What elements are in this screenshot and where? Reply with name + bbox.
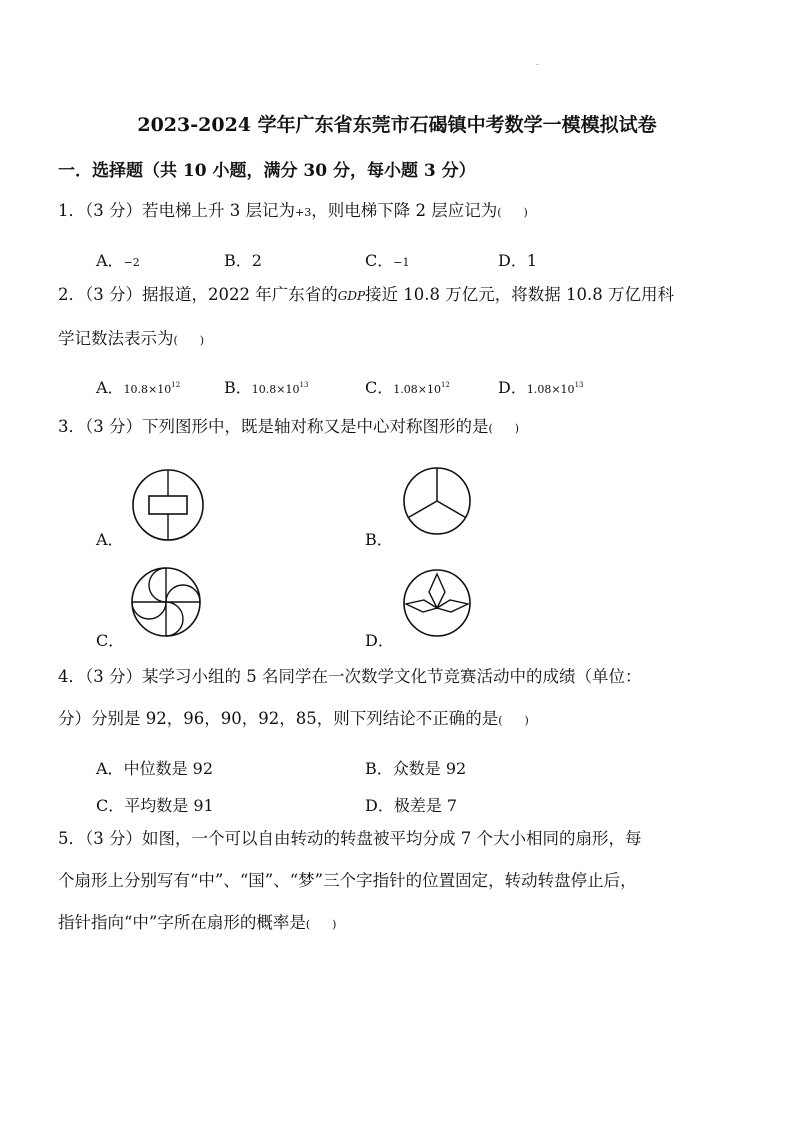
option-c[interactable] bbox=[96, 793, 214, 816]
question-3 bbox=[58, 419, 519, 436]
option-a[interactable] bbox=[96, 756, 213, 779]
option-c[interactable] bbox=[96, 628, 124, 651]
option-value: 平均数是 91 bbox=[124, 796, 214, 815]
option-label: B． bbox=[365, 530, 393, 549]
option-exponent: 13 bbox=[574, 381, 584, 389]
option-value: 众数是 92 bbox=[392, 759, 467, 778]
option-b[interactable] bbox=[365, 756, 466, 779]
option-value: 中位数是 92 bbox=[123, 759, 214, 778]
question-score: （3 分） bbox=[85, 417, 142, 436]
scan-dot bbox=[536, 64, 539, 65]
option-label: A． bbox=[96, 530, 124, 549]
question-score: （3 分） bbox=[85, 285, 142, 304]
question-2 bbox=[58, 287, 674, 304]
option-label: B． bbox=[224, 251, 252, 270]
question-text: 下列图形中，既是轴对称又是中心对称图形的是 bbox=[142, 417, 489, 436]
circle-three-sectors-icon bbox=[402, 466, 472, 536]
question-1 bbox=[58, 203, 528, 220]
question-text: 若电梯上升 3 层记为 bbox=[142, 201, 295, 220]
option-label: C． bbox=[96, 796, 125, 815]
question-number: 5． bbox=[58, 829, 85, 848]
option-d[interactable] bbox=[365, 793, 457, 816]
answer-paren: ( ) bbox=[497, 206, 528, 219]
question-4 bbox=[58, 669, 642, 686]
math-gdp: GDP bbox=[337, 289, 366, 303]
option-label: B． bbox=[365, 759, 393, 778]
option-base: 1.08×10 bbox=[526, 383, 575, 396]
option-base: 10.8×10 bbox=[123, 383, 172, 396]
question-number: 3． bbox=[58, 417, 85, 436]
option-base: 1.08×10 bbox=[393, 383, 441, 396]
option-a[interactable] bbox=[96, 375, 180, 398]
answer-paren: ( ) bbox=[498, 714, 529, 727]
option-label: B． bbox=[224, 378, 252, 397]
option-c[interactable] bbox=[365, 375, 450, 398]
option-a[interactable] bbox=[96, 527, 124, 550]
question-score: （3 分） bbox=[85, 201, 142, 220]
option-label: A． bbox=[96, 759, 124, 778]
option-value: 1 bbox=[526, 251, 538, 270]
option-c[interactable] bbox=[365, 248, 409, 271]
question-text: 据报道，2022 年广东省的 bbox=[142, 285, 338, 304]
option-label: C． bbox=[365, 251, 394, 270]
question-5 bbox=[58, 831, 642, 848]
question-5-line-2 bbox=[58, 873, 637, 890]
option-d[interactable] bbox=[498, 375, 583, 398]
question-text: 分）分别是 92，96，90，92，85，则下列结论不正确的是 bbox=[58, 709, 499, 728]
option-b[interactable] bbox=[224, 375, 308, 398]
question-4-line-2 bbox=[58, 711, 529, 728]
option-value: 2 bbox=[251, 251, 262, 270]
option-b[interactable] bbox=[224, 248, 262, 271]
option-value: −1 bbox=[393, 256, 410, 269]
answer-paren: ( ) bbox=[488, 422, 520, 435]
answer-paren: ( ) bbox=[305, 918, 337, 931]
option-label: D． bbox=[365, 631, 394, 650]
question-text: ，则电梯下降 2 层应记为 bbox=[311, 201, 498, 220]
circle-kite-shapes-icon bbox=[402, 568, 472, 638]
option-b[interactable] bbox=[365, 527, 393, 550]
question-text: 学记数法表示为 bbox=[58, 329, 174, 348]
circle-with-rectangle-icon bbox=[131, 468, 205, 542]
question-score: （3 分） bbox=[85, 667, 142, 686]
page-title: 2023-2024 学年广东省东莞市石碣镇中考数学一模模拟试卷 bbox=[137, 114, 657, 136]
option-exponent: 12 bbox=[171, 381, 181, 389]
option-label: D． bbox=[498, 378, 527, 397]
option-label: D． bbox=[498, 251, 527, 270]
math-expression: +3 bbox=[295, 206, 312, 219]
question-text: 某学习小组的 5 名同学在一次数学文化节竞赛活动中的成绩（单位： bbox=[142, 667, 642, 686]
question-2-line-2 bbox=[58, 331, 204, 348]
option-label: A． bbox=[96, 378, 124, 397]
question-5-line-3 bbox=[58, 915, 336, 932]
option-d[interactable] bbox=[365, 628, 394, 651]
option-label: D． bbox=[365, 796, 394, 815]
option-exponent: 13 bbox=[299, 381, 309, 389]
option-value: 极差是 7 bbox=[393, 796, 458, 815]
option-value: −2 bbox=[123, 256, 140, 269]
circle-pinwheel-icon bbox=[130, 566, 202, 638]
answer-paren: ( ) bbox=[173, 334, 205, 347]
option-exponent: 12 bbox=[440, 381, 450, 389]
question-number: 2． bbox=[58, 285, 85, 304]
option-base: 10.8×10 bbox=[251, 383, 300, 396]
question-number: 1． bbox=[58, 201, 85, 220]
question-text: 如图，一个可以自由转动的转盘被平均分成 7 个大小相同的扇形，每 bbox=[142, 829, 642, 848]
question-score: （3 分） bbox=[85, 829, 142, 848]
option-label: C． bbox=[96, 631, 125, 650]
question-text: 指针指向“中”字所在扇形的概率是 bbox=[58, 913, 306, 932]
option-label: A． bbox=[96, 251, 124, 270]
question-text: 个扇形上分别写有“中”、“国”、“梦”三个字指针的位置固定，转动转盘停止后， bbox=[58, 871, 637, 890]
question-number: 4． bbox=[58, 667, 85, 686]
section-heading: 一．选择题（共 10 小题，满分 30 分，每小题 3 分） bbox=[58, 161, 476, 181]
option-label: C． bbox=[365, 378, 394, 397]
option-d[interactable] bbox=[498, 248, 537, 271]
question-text: 接近 10.8 万亿元，将数据 10.8 万亿用科 bbox=[365, 285, 674, 304]
option-a[interactable] bbox=[96, 248, 140, 271]
